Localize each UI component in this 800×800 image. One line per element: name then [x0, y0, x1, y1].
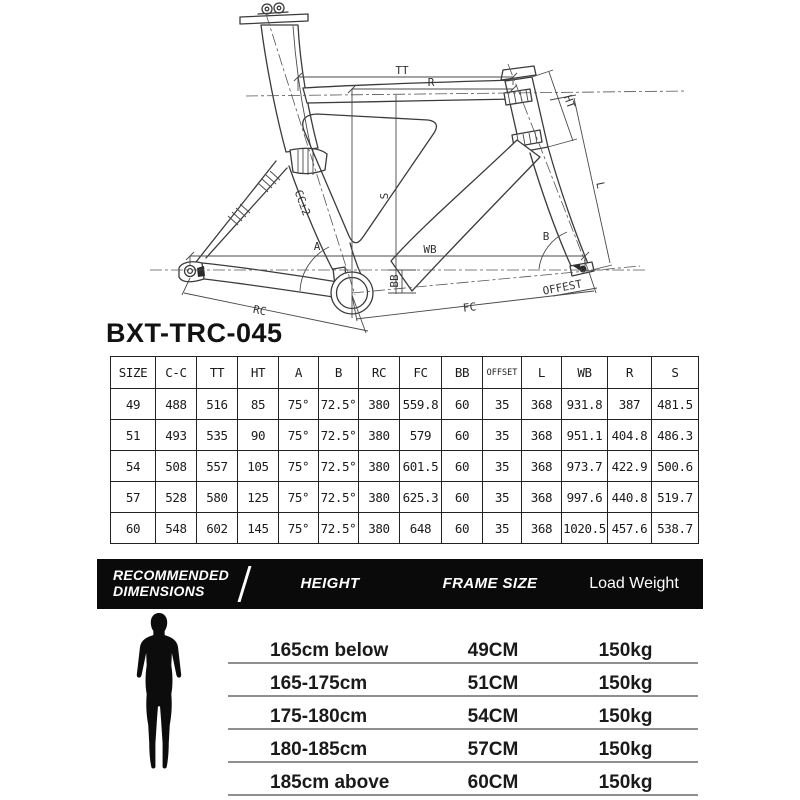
geometry-cell: 625.3 [400, 482, 442, 513]
dim-label-offset: OFFEST [541, 277, 584, 298]
geometry-cell: 60 [442, 420, 483, 451]
toptube [303, 80, 516, 103]
geometry-cell: 368 [522, 513, 562, 544]
geometry-column-header: BB [442, 357, 483, 389]
fork-blade [548, 147, 589, 266]
banner-col-height: HEIGHT [300, 575, 360, 592]
geometry-table-row [111, 513, 699, 544]
geometry-cell: 404.8 [608, 420, 652, 451]
frame-size: 51CM [467, 673, 519, 694]
size-chart-row [228, 665, 698, 697]
geometry-cell: 75° [279, 389, 319, 420]
seatstay-hatch [228, 171, 280, 225]
load-weight: 150kg [598, 640, 653, 661]
geometry-cell: 380 [359, 513, 400, 544]
size-chart-row [228, 764, 698, 796]
clamp-bolt [262, 4, 272, 14]
dim-label-l: L [593, 180, 608, 190]
seat-axis [266, 14, 355, 295]
dim-label-rc: RC [251, 302, 268, 319]
banner-col-load-weight: Load Weight [589, 575, 679, 592]
geometry-cell: 35 [483, 482, 522, 513]
geometry-cell: 931.8 [562, 389, 608, 420]
geometry-cell: 35 [483, 513, 522, 544]
geometry-cell: 422.9 [608, 451, 652, 482]
geometry-cell: 72.5° [319, 420, 359, 451]
geometry-cell: 49 [111, 389, 156, 420]
size-chart-row [228, 698, 698, 730]
geometry-cell: 60 [442, 513, 483, 544]
frame-diagram [0, 0, 800, 348]
frame-size: 49CM [467, 640, 519, 661]
clamp-bolt [274, 3, 284, 13]
load-weight: 150kg [598, 706, 653, 727]
geometry-cell: 973.7 [562, 451, 608, 482]
geometry-cell: 997.6 [562, 482, 608, 513]
geometry-cell: 440.8 [608, 482, 652, 513]
geometry-column-header: HT [238, 357, 279, 389]
geometry-cell: 60 [442, 389, 483, 420]
geometry-cell: 1020.5 [562, 513, 608, 544]
geometry-table-header-row [111, 357, 699, 389]
geometry-cell: 528 [156, 482, 197, 513]
geometry-cell: 516 [197, 389, 238, 420]
height-range: 180-185cm [270, 739, 368, 760]
silhouette-figure [137, 613, 181, 768]
geometry-column-header: R [608, 357, 652, 389]
geometry-table-row [111, 420, 699, 451]
geometry-cell: 368 [522, 451, 562, 482]
dim-label-r: R [427, 76, 435, 89]
geometry-cell: 60 [442, 482, 483, 513]
frame-size: 57CM [467, 739, 519, 760]
geometry-table [110, 356, 699, 544]
geometry-cell: 380 [359, 482, 400, 513]
banner-col-frame-size: FRAME SIZE [442, 575, 538, 592]
saddle-rail-clamp [240, 14, 308, 24]
geometry-cell: 35 [483, 451, 522, 482]
geometry-cell: 601.5 [400, 451, 442, 482]
geometry-cell: 486.3 [652, 420, 699, 451]
frame-window [303, 114, 437, 243]
dim-label-a: A [313, 240, 321, 253]
geometry-cell: 72.5° [319, 451, 359, 482]
geometry-cell: 602 [197, 513, 238, 544]
geometry-cell: 500.6 [652, 451, 699, 482]
geometry-cell: 488 [156, 389, 197, 420]
geometry-cell: 60 [111, 513, 156, 544]
geometry-column-header: S [652, 357, 699, 389]
geometry-cell: 557 [197, 451, 238, 482]
height-range: 165-175cm [270, 673, 368, 694]
geometry-cell: 580 [197, 482, 238, 513]
banner-label-line2: DIMENSIONS [113, 583, 205, 599]
geometry-column-header: L [522, 357, 562, 389]
slash-divider [237, 566, 251, 602]
load-weight: 150kg [598, 673, 653, 694]
geometry-table-row [111, 482, 699, 513]
geometry-cell: 538.7 [652, 513, 699, 544]
geometry-cell: 508 [156, 451, 197, 482]
size-chart [228, 632, 698, 797]
geometry-cell: 481.5 [652, 389, 699, 420]
geometry-cell: 75° [279, 451, 319, 482]
geometry-column-header: TT [197, 357, 238, 389]
dim-label-b: B [542, 230, 550, 243]
dim-label-s: S [378, 192, 391, 200]
geometry-cell: 648 [400, 513, 442, 544]
load-weight: 150kg [598, 739, 653, 760]
height-range: 175-180cm [270, 706, 368, 727]
seatstay-line [206, 168, 287, 258]
geometry-cell: 85 [238, 389, 279, 420]
geometry-column-header: RC [359, 357, 400, 389]
geometry-cell: 75° [279, 420, 319, 451]
geometry-cell: 75° [279, 482, 319, 513]
geometry-cell: 519.7 [652, 482, 699, 513]
geometry-cell: 951.1 [562, 420, 608, 451]
geometry-cell: 54 [111, 451, 156, 482]
geometry-table-row [111, 389, 699, 420]
geometry-column-header: WB [562, 357, 608, 389]
geometry-cell: 125 [238, 482, 279, 513]
geometry-cell: 145 [238, 513, 279, 544]
geometry-cell: 72.5° [319, 513, 359, 544]
geometry-cell: 72.5° [319, 482, 359, 513]
human-silhouette [133, 612, 185, 770]
geometry-cell: 105 [238, 451, 279, 482]
dim-label-cc: CC±2 [291, 188, 313, 218]
recommended-banner [97, 559, 703, 609]
load-weight: 150kg [598, 772, 653, 793]
geometry-column-header: C-C [156, 357, 197, 389]
dim-label-ht: HT [560, 93, 578, 111]
banner-label-line1: RECOMMENDED [113, 567, 230, 583]
geometry-table-row [111, 451, 699, 482]
geometry-cell: 387 [608, 389, 652, 420]
geometry-cell: 90 [238, 420, 279, 451]
geometry-cell: 380 [359, 389, 400, 420]
banner-label [113, 567, 229, 599]
geometry-cell: 380 [359, 451, 400, 482]
geometry-column-header: B [319, 357, 359, 389]
size-chart-row [228, 731, 698, 763]
geometry-cell: 35 [483, 420, 522, 451]
geometry-cell: 72.5° [319, 389, 359, 420]
size-chart-row [228, 632, 698, 664]
geometry-cell: 57 [111, 482, 156, 513]
geometry-cell: 548 [156, 513, 197, 544]
dim-label-fc: FC [462, 300, 477, 315]
seat-clamp-wedge [290, 148, 327, 173]
geometry-cell: 60 [442, 451, 483, 482]
geometry-cell: 493 [156, 420, 197, 451]
geometry-cell: 457.6 [608, 513, 652, 544]
geometry-cell: 579 [400, 420, 442, 451]
geometry-cell: 368 [522, 389, 562, 420]
model-title: BXT-TRC-045 [106, 318, 283, 348]
height-range: 165cm below [270, 640, 389, 661]
frame-size: 54CM [467, 706, 519, 727]
height-range: 185cm above [270, 772, 390, 793]
geometry-cell: 535 [197, 420, 238, 451]
dim-label-bb: BB [388, 274, 401, 288]
chainstay-line [204, 279, 347, 299]
geometry-cell: 51 [111, 420, 156, 451]
geometry-column-header: FC [400, 357, 442, 389]
geometry-column-header: A [279, 357, 319, 389]
frame-size: 60CM [467, 772, 519, 793]
clamp-bolt [277, 6, 281, 10]
geometry-column-header: OFFSET [483, 357, 522, 389]
geometry-cell: 35 [483, 389, 522, 420]
geometry-cell: 368 [522, 482, 562, 513]
geometry-cell: 75° [279, 513, 319, 544]
dim-label-wb: WB [423, 243, 437, 256]
clamp-bolt [265, 7, 269, 11]
dim-label-tt: TT [395, 64, 409, 77]
chainstay-line [202, 263, 344, 283]
geometry-cell: 380 [359, 420, 400, 451]
geometry-column-header: SIZE [111, 357, 156, 389]
geometry-cell: 559.8 [400, 389, 442, 420]
seatstay-line [196, 161, 276, 262]
geometry-cell: 368 [522, 420, 562, 451]
